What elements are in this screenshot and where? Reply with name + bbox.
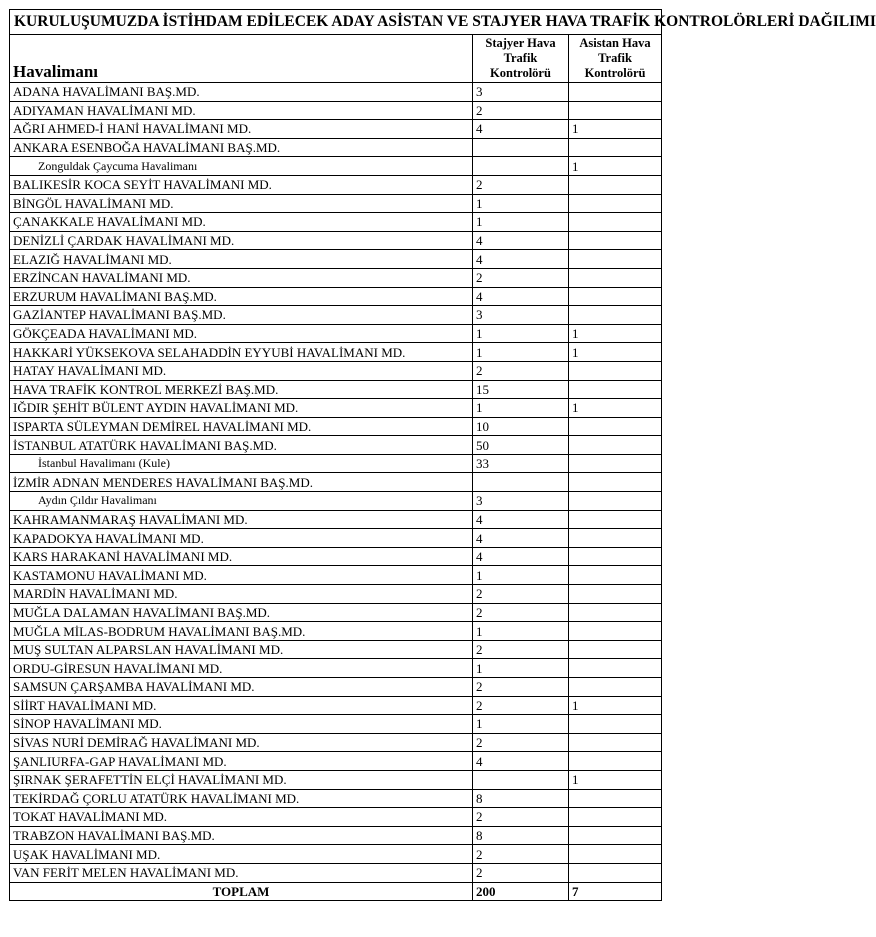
airport-name: MARDİN HAVALİMANI MD. [10,585,473,604]
assistant-count [569,175,662,194]
airport-name: GAZİANTEP HAVALİMANI BAŞ.MD. [10,306,473,325]
table-row [10,380,662,399]
trainee-count: 3 [473,306,569,325]
total-assistant: 7 [569,882,662,901]
table-row [10,306,662,325]
airport-name: ERZİNCAN HAVALİMANI MD. [10,268,473,287]
table-row [10,250,662,269]
assistant-count [569,250,662,269]
trainee-count: 2 [473,696,569,715]
table-row [10,547,662,566]
trainee-count: 3 [473,83,569,102]
table-row [10,324,662,343]
assistant-count [569,585,662,604]
trainee-count: 1 [473,324,569,343]
trainee-count: 4 [473,120,569,139]
assistant-count [569,473,662,492]
trainee-count [473,770,569,789]
table-row [10,175,662,194]
trainee-count: 2 [473,845,569,864]
assistant-count [569,454,662,473]
trainee-count: 2 [473,640,569,659]
table-row [10,659,662,678]
assistant-count [569,306,662,325]
table-row [10,454,662,473]
assistant-count: 1 [569,343,662,362]
table-row [10,566,662,585]
trainee-count: 2 [473,361,569,380]
table-row [10,529,662,548]
airport-name: ADIYAMAN HAVALİMANI MD. [10,101,473,120]
airport-name: SİİRT HAVALİMANI MD. [10,696,473,715]
trainee-count: 1 [473,213,569,232]
trainee-count: 33 [473,454,569,473]
airport-name: MUĞLA MİLAS-BODRUM HAVALİMANI BAŞ.MD. [10,622,473,641]
assistant-count [569,492,662,511]
table-row [10,863,662,882]
airport-name: SİVAS NURİ DEMİRAĞ HAVALİMANI MD. [10,733,473,752]
table-row [10,826,662,845]
assistant-count [569,640,662,659]
header-airport: Havalimanı [10,35,473,83]
airport-name: Zonguldak Çaycuma Havalimanı [10,157,473,176]
airport-name: AĞRI AHMED-İ HANİ HAVALİMANI MD. [10,120,473,139]
table-row [10,361,662,380]
airport-name: UŞAK HAVALİMANI MD. [10,845,473,864]
table-row [10,585,662,604]
header-row [10,35,662,83]
trainee-count: 1 [473,194,569,213]
airport-name: MUĞLA DALAMAN HAVALİMANI BAŞ.MD. [10,603,473,622]
assistant-count [569,101,662,120]
trainee-count: 8 [473,826,569,845]
trainee-count: 3 [473,492,569,511]
assistant-count [569,436,662,455]
trainee-count [473,473,569,492]
table-title: KURULUŞUMUZDA İSTİHDAM EDİLECEK ADAY ASİSTAN VE STAJYER HAVA TRAFİK KONTROLÖRLERİ DAĞILIMI [10,10,662,35]
total-trainee: 200 [473,882,569,901]
airport-name: TOKAT HAVALİMANI MD. [10,808,473,827]
assistant-count [569,752,662,771]
document [9,9,876,901]
trainee-count: 2 [473,585,569,604]
table-row [10,808,662,827]
table-row [10,194,662,213]
trainee-count: 10 [473,417,569,436]
table-row [10,715,662,734]
airport-name: HAKKARİ YÜKSEKOVA SELAHADDİN EYYUBİ HAVALİMANI MD. [10,343,473,362]
assistant-count [569,547,662,566]
assistant-count [569,138,662,157]
table-row [10,157,662,176]
airport-name: GÖKÇEADA HAVALİMANI MD. [10,324,473,343]
trainee-count: 1 [473,659,569,678]
title-row [10,10,662,35]
airport-name: ŞANLIURFA-GAP HAVALİMANI MD. [10,752,473,771]
airport-name: ŞIRNAK ŞERAFETTİN ELÇİ HAVALİMANI MD. [10,770,473,789]
assistant-count [569,808,662,827]
trainee-count: 2 [473,268,569,287]
airport-name: VAN FERİT MELEN HAVALİMANI MD. [10,863,473,882]
assistant-count: 1 [569,399,662,418]
trainee-count: 1 [473,566,569,585]
table-row [10,101,662,120]
table-row [10,603,662,622]
assistant-count: 1 [569,157,662,176]
table-row [10,733,662,752]
table-row [10,417,662,436]
table-row [10,268,662,287]
assistant-count [569,845,662,864]
table-row [10,789,662,808]
table-row [10,83,662,102]
trainee-count: 50 [473,436,569,455]
assistant-count [569,194,662,213]
table-body [10,83,662,883]
airport-name: IĞDIR ŞEHİT BÜLENT AYDIN HAVALİMANI MD. [10,399,473,418]
assistant-count [569,417,662,436]
table-row [10,120,662,139]
total-row [10,882,662,901]
assistant-count [569,678,662,697]
airport-name: ÇANAKKALE HAVALİMANI MD. [10,213,473,232]
header-assistant: Asistan Hava Trafik Kontrolörü [569,35,662,83]
assistant-count [569,566,662,585]
trainee-count: 4 [473,529,569,548]
assistant-count [569,213,662,232]
assistant-count: 1 [569,324,662,343]
table-row [10,473,662,492]
airport-name: ORDU-GİRESUN HAVALİMANI MD. [10,659,473,678]
assistant-count: 1 [569,120,662,139]
assistant-count [569,268,662,287]
airport-name: ADANA HAVALİMANI BAŞ.MD. [10,83,473,102]
table-row [10,696,662,715]
table-row [10,231,662,250]
airport-name: SAMSUN ÇARŞAMBA HAVALİMANI MD. [10,678,473,697]
assistant-count [569,287,662,306]
table-row [10,492,662,511]
trainee-count: 4 [473,547,569,566]
trainee-count: 2 [473,863,569,882]
table-row [10,287,662,306]
trainee-count: 4 [473,250,569,269]
airport-name: DENİZLİ ÇARDAK HAVALİMANI MD. [10,231,473,250]
assistant-count [569,361,662,380]
trainee-count: 4 [473,287,569,306]
trainee-count: 8 [473,789,569,808]
assistant-count [569,510,662,529]
airport-name: BİNGÖL HAVALİMANI MD. [10,194,473,213]
assistant-count [569,863,662,882]
airport-name: HAVA TRAFİK KONTROL MERKEZİ BAŞ.MD. [10,380,473,399]
table-row [10,399,662,418]
table-row [10,510,662,529]
total-label: TOPLAM [10,882,473,901]
airport-name: KARS HARAKANİ HAVALİMANI MD. [10,547,473,566]
airport-name: TRABZON HAVALİMANI BAŞ.MD. [10,826,473,845]
airport-name: HATAY HAVALİMANI MD. [10,361,473,380]
trainee-count: 2 [473,603,569,622]
airport-name: ERZURUM HAVALİMANI BAŞ.MD. [10,287,473,306]
airport-name: MUŞ SULTAN ALPARSLAN HAVALİMANI MD. [10,640,473,659]
airport-name: İstanbul Havalimanı (Kule) [10,454,473,473]
assistant-count [569,83,662,102]
assistant-count: 1 [569,770,662,789]
table-row [10,770,662,789]
trainee-count [473,157,569,176]
table-row [10,678,662,697]
assistant-count [569,715,662,734]
airport-name: Aydın Çıldır Havalimanı [10,492,473,511]
assistant-count [569,380,662,399]
assistant-count [569,622,662,641]
airport-name: İZMİR ADNAN MENDERES HAVALİMANI BAŞ.MD. [10,473,473,492]
table-row [10,213,662,232]
airport-name: ANKARA ESENBOĞA HAVALİMANI BAŞ.MD. [10,138,473,157]
allocation-table [9,9,876,901]
table-row [10,752,662,771]
trainee-count: 4 [473,510,569,529]
trainee-count: 15 [473,380,569,399]
airport-name: ISPARTA SÜLEYMAN DEMİREL HAVALİMANI MD. [10,417,473,436]
trainee-count: 1 [473,399,569,418]
trainee-count: 1 [473,715,569,734]
airport-name: ELAZIĞ HAVALİMANI MD. [10,250,473,269]
trainee-count [473,138,569,157]
trainee-count: 2 [473,808,569,827]
assistant-count [569,231,662,250]
airport-name: KAHRAMANMARAŞ HAVALİMANI MD. [10,510,473,529]
airport-name: İSTANBUL ATATÜRK HAVALİMANI BAŞ.MD. [10,436,473,455]
trainee-count: 2 [473,733,569,752]
trainee-count: 2 [473,678,569,697]
assistant-count [569,603,662,622]
trainee-count: 2 [473,175,569,194]
airport-name: TEKİRDAĞ ÇORLU ATATÜRK HAVALİMANI MD. [10,789,473,808]
airport-name: KASTAMONU HAVALİMANI MD. [10,566,473,585]
assistant-count [569,789,662,808]
airport-name: KAPADOKYA HAVALİMANI MD. [10,529,473,548]
assistant-count [569,529,662,548]
table-row [10,640,662,659]
trainee-count: 2 [473,101,569,120]
trainee-count: 4 [473,752,569,771]
assistant-count [569,733,662,752]
airport-name: SİNOP HAVALİMANI MD. [10,715,473,734]
trainee-count: 1 [473,343,569,362]
table-row [10,845,662,864]
table-row [10,436,662,455]
trainee-count: 4 [473,231,569,250]
table-row [10,343,662,362]
header-trainee: Stajyer Hava Trafik Kontrolörü [473,35,569,83]
assistant-count [569,659,662,678]
trainee-count: 1 [473,622,569,641]
table-row [10,138,662,157]
assistant-count [569,826,662,845]
airport-name: BALIKESİR KOCA SEYİT HAVALİMANI MD. [10,175,473,194]
assistant-count: 1 [569,696,662,715]
table-row [10,622,662,641]
